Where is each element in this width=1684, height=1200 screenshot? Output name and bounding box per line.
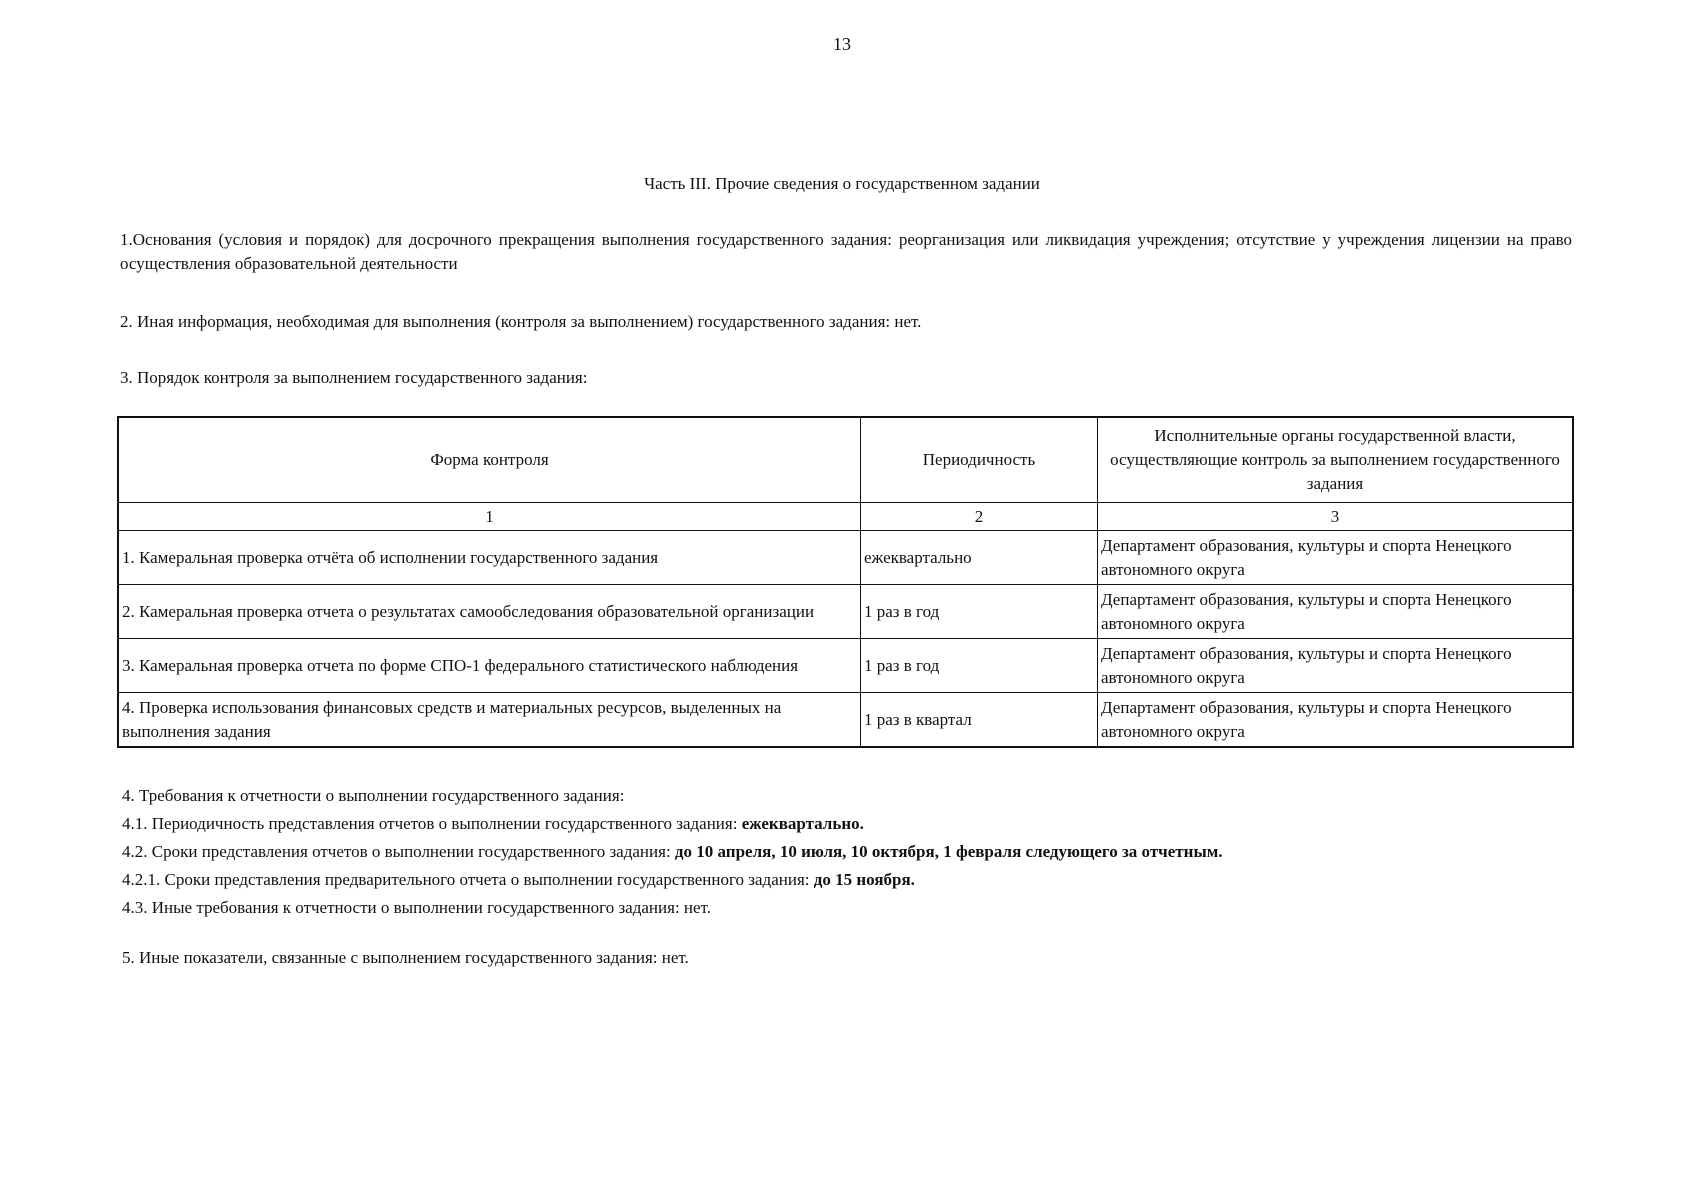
- req-4-1-label: 4.1. Периодичность представления отчетов о выполнении государственного задания:: [122, 814, 742, 833]
- page-number: 13: [833, 34, 851, 54]
- cell-periodicity: 1 раз в квартал: [861, 693, 1098, 748]
- column-number: 3: [1098, 503, 1574, 531]
- control-table: [117, 416, 1574, 748]
- req-4-2: [122, 838, 1223, 866]
- paragraph-other-indicators: 5. Иные показатели, связанные с выполнением государственного задания: нет.: [122, 948, 689, 967]
- header-authorities: Исполнительные органы государственной власти, осуществляющие контроль за выполнением государственного задания: [1098, 417, 1574, 503]
- reporting-requirements: [122, 782, 1223, 922]
- table-header-row: [118, 417, 1573, 503]
- paragraph-termination-grounds: 1.Основания (условия и порядок) для досрочного прекращения выполнения государственного задания: реорганизация или ликвидация учреждения; отсутствие у учреждения лицензии на право осуществления образовательной деятельности: [120, 230, 1572, 273]
- req-4-2-label: 4.2. Сроки представления отчетов о выполнении государственного задания:: [122, 842, 675, 861]
- section-title: Часть III. Прочие сведения о государственном задании: [644, 174, 1040, 193]
- paragraph-other-info: 2. Иная информация, необходимая для выполнения (контроля за выполнением) государственного задания: нет.: [120, 312, 922, 331]
- table-number-row: [118, 503, 1573, 531]
- cell-authority: Департамент образования, культуры и спорта Ненецкого автономного округа: [1098, 531, 1574, 585]
- cell-periodicity: 1 раз в год: [861, 585, 1098, 639]
- header-periodicity: Периодичность: [861, 417, 1098, 503]
- table-row: [118, 531, 1573, 585]
- cell-periodicity: 1 раз в год: [861, 639, 1098, 693]
- req-4-2-1-label: 4.2.1. Сроки представления предварительного отчета о выполнении государственного задания:: [122, 870, 814, 889]
- table-row: [118, 639, 1573, 693]
- req-4: 4. Требования к отчетности о выполнении государственного задания:: [122, 786, 625, 805]
- cell-authority: Департамент образования, культуры и спорта Ненецкого автономного округа: [1098, 693, 1574, 748]
- header-control-form: Форма контроля: [118, 417, 861, 503]
- cell-control-form: 2. Камеральная проверка отчета о результатах самообследования образовательной организации: [118, 585, 861, 639]
- table-row: [118, 693, 1573, 748]
- cell-authority: Департамент образования, культуры и спорта Ненецкого автономного округа: [1098, 639, 1574, 693]
- req-4-3: 4.3. Иные требования к отчетности о выполнении государственного задания: нет.: [122, 898, 711, 917]
- cell-authority: Департамент образования, культуры и спорта Ненецкого автономного округа: [1098, 585, 1574, 639]
- column-number: 2: [861, 503, 1098, 531]
- paragraph-control-procedure: 3. Порядок контроля за выполнением государственного задания:: [120, 368, 588, 387]
- req-4-1-value: ежеквартально.: [741, 814, 864, 833]
- cell-control-form: 3. Камеральная проверка отчета по форме СПО-1 федерального статистического наблюдения: [118, 639, 861, 693]
- req-4-2-value: до 10 апреля, 10 июля, 10 октября, 1 февраля следующего за отчетным.: [674, 842, 1223, 861]
- req-4-2-1-value: до 15 ноября.: [813, 870, 915, 889]
- column-number: 1: [118, 503, 861, 531]
- req-4-2-1: [122, 866, 1223, 894]
- req-4-1: [122, 810, 1223, 838]
- cell-control-form: 1. Камеральная проверка отчёта об исполнении государственного задания: [118, 531, 861, 585]
- table-row: [118, 585, 1573, 639]
- cell-control-form: 4. Проверка использования финансовых средств и материальных ресурсов, выделенных на выполнения задания: [118, 693, 861, 748]
- cell-periodicity: ежеквартально: [861, 531, 1098, 585]
